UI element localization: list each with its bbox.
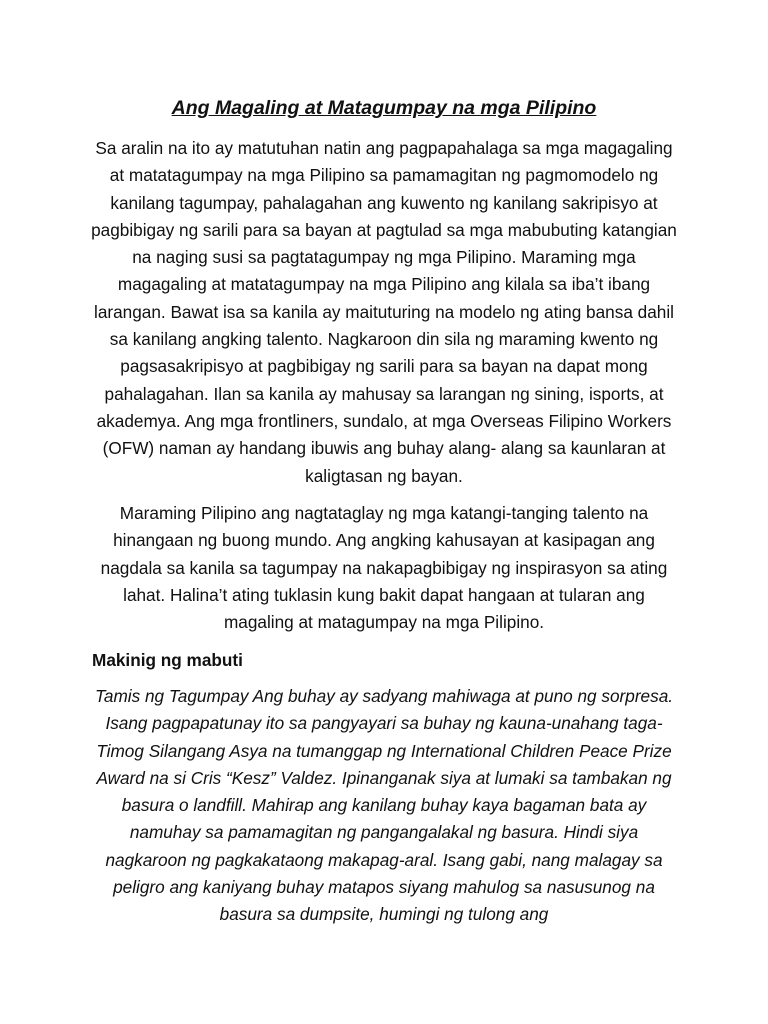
story-paragraph: Tamis ng Tagumpay Ang buhay ay sadyang mahiwaga at puno ng sorpresa. Isang pagpapatunay ito sa pangyayari sa buhay ng kauna-unahang taga-Timog Silangang Asya na tumanggap ng International Children Peace Prize Award na si Cris “Kesz” Valdez. Ipinanganak siya at lumaki sa tambakan ng basura o landfill. Mahirap ang kanilang buhay kaya bagaman bata ay namuhay sa pamamagitan ng pangangalakal ng basura. Hindi siya nagkaroon ng pagkakataong makapag-aral. Isang gabi, nang malagay sa peligro ang kaniyang buhay matapos siyang mahulog sa nasusunog na basura sa dumpsite, humingi ng tulong ang: [94, 686, 674, 925]
intro-paragraph: Sa aralin na ito ay matutuhan natin ang pagpapahalaga sa mga magagaling at matatagumpay na mga Pilipino sa pamamagitan ng pagmomodelo ng kanilang tagumpay, pahalagahan ang kuwento ng kanilang sakripisyo at pagbibigay ng sarili para sa bayan at pagtulad sa mga mabubuting katangian na naging susi sa pagtatagumpay ng mga Pilipino. Maraming mga magagaling at matatagumpay na mga Pilipino ang kilala sa iba’t ibang larangan. Bawat isa sa kanila ay maituturing na modelo ng ating bansa dahil sa kanilang angking talento. Nagkaroon din sila ng maraming kwento ng pagsasakripisyo at pagbibigay ng sarili para sa bayan na dapat mong pahalagahan. Ilan sa kanila ay mahusay sa larangan ng sining, isports, at akademya. Ang mga frontliners, sundalo, at mga Overseas Filipino Workers (OFW) naman ay handang ibuwis ang buhay alang- alang sa kaunlaran at kaligtasan ng bayan.: [91, 138, 677, 486]
second-paragraph: Maraming Pilipino ang nagtataglay ng mga katangi-tanging talento na hinangaan ng buong mundo. Ang angking kahusayan at kasipagan ang nagdala sa kanila sa tagumpay na nakapagbibigay ng inspirasyon sa ating lahat. Halina’t ating tuklasin kung bakit dapat hangaan at tularan ang magaling at matagumpay na mga Pilipino.: [100, 503, 668, 633]
section-heading: Makinig ng mabuti: [92, 650, 243, 670]
document-title: Ang Magaling at Matagumpay na mga Pilipino: [171, 97, 597, 119]
